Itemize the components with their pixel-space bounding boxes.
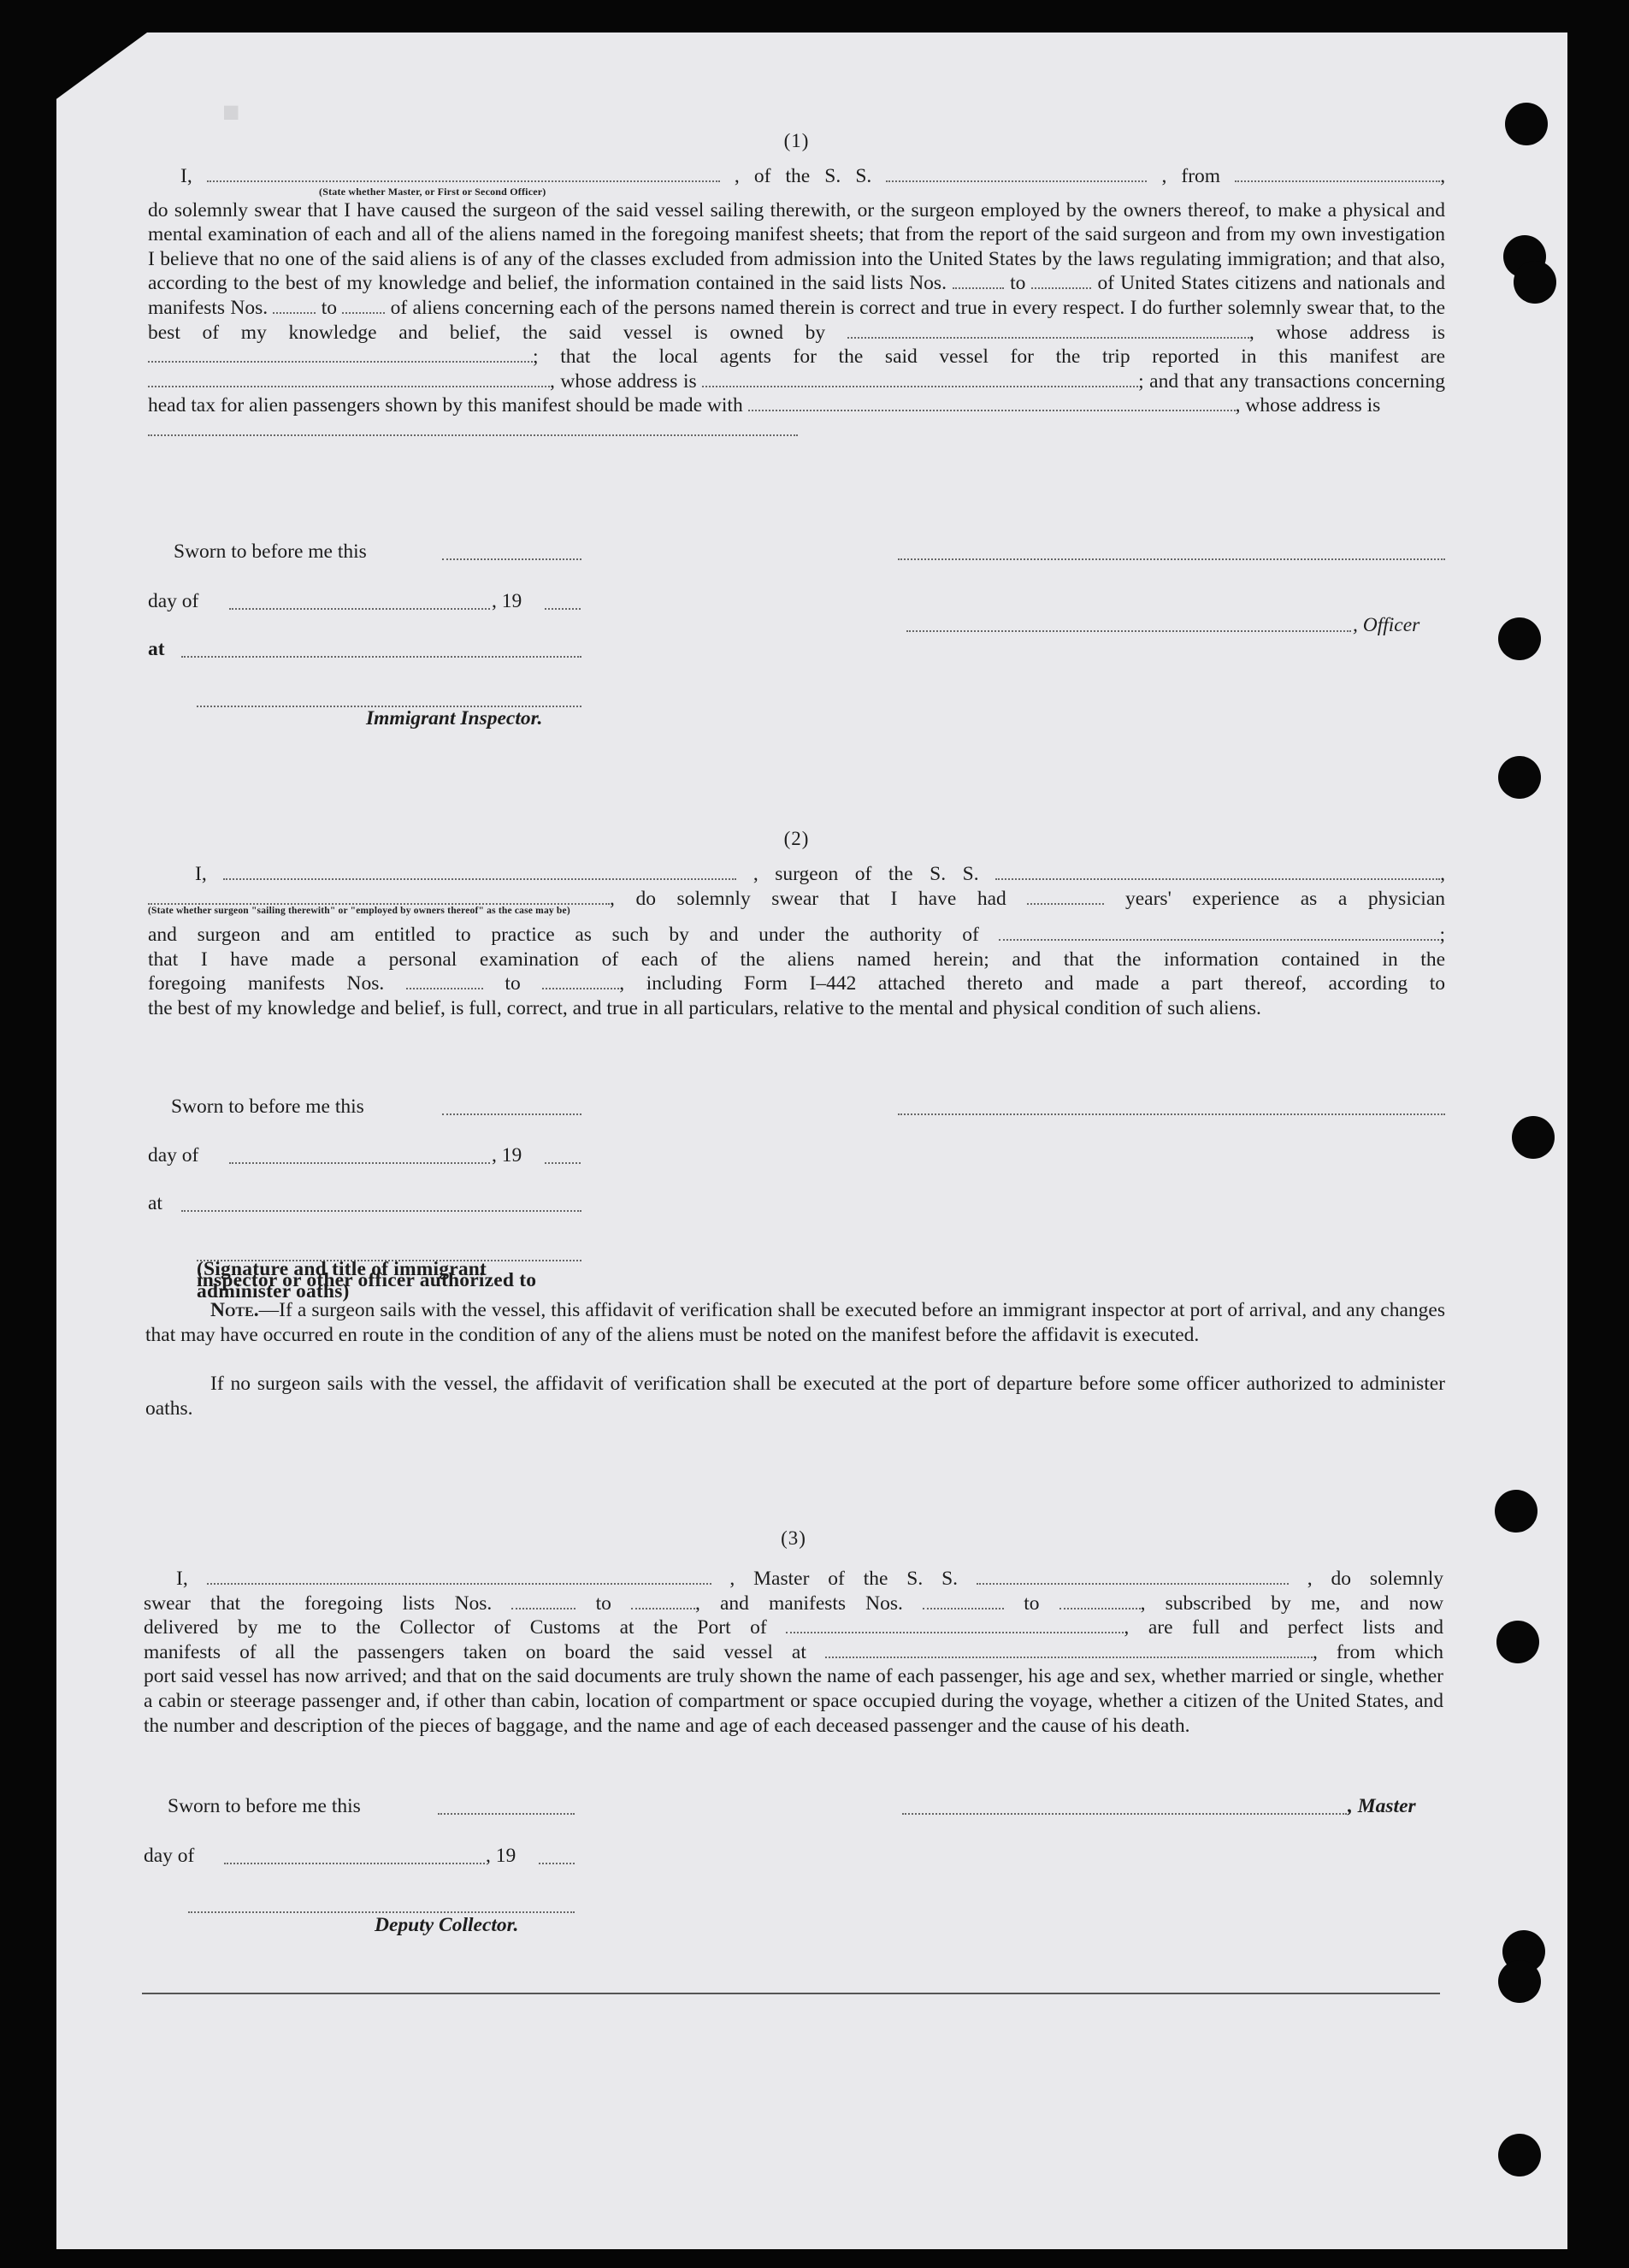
year-field[interactable] [539, 1862, 575, 1864]
head-tax-contact-field[interactable] [748, 409, 1236, 411]
lists-to-field[interactable] [631, 1607, 695, 1609]
agents-field[interactable] [148, 385, 550, 387]
section-heading: (1) [783, 130, 810, 151]
surgeon-name-field[interactable] [223, 877, 736, 880]
manifests-to-field[interactable] [1059, 1607, 1141, 1609]
manifests-to-field[interactable] [342, 311, 385, 314]
section-heading: (3) [781, 1527, 806, 1549]
punch-hole [1514, 261, 1556, 304]
note-paragraph-2: If no surgeon sails with the vessel, the affidavit of verification shall be executed at the port of departure before some officer authorized to administer oaths. [145, 1373, 1445, 1420]
examination-line: that I have made a personal examination of each of the aliens named herein; and that the information contained in the [148, 948, 1445, 971]
surgeon-declaration-line: I, , surgeon of the S. S. , [195, 863, 1446, 885]
surgeon-status-field[interactable] [148, 902, 610, 905]
sworn-label: Sworn to before me this [168, 1795, 361, 1817]
at-label: at [148, 1192, 162, 1214]
passenger-details-paragraph: port said vessel has now arrived; and that on the said documents are truly shown the name of each passenger, his age and sex, whether married or single, whether a cabin or steerage passenger and, if other than cabin, location of compartment or space occupied during the voyage, whether a citizen of the United States, and the number and description of the pieces of baggage, and the name and age of each deceased passenger and the cause of his death. [144, 1665, 1443, 1737]
officer-line[interactable] [906, 629, 1351, 632]
bleed-through-header: ■ [222, 96, 240, 128]
punch-hole [1496, 1621, 1539, 1663]
condition-paragraph: the best of my knowledge and belief, is full, correct, and true in all particulars, relative to the mental and physical condition of such aliens. [148, 996, 1261, 1019]
sworn-day-field[interactable] [438, 1812, 575, 1815]
lists-to-field[interactable] [1031, 286, 1091, 289]
boarding-place-field[interactable] [825, 1656, 1313, 1658]
note-paragraph: Note.—If a surgeon sails with the vessel, this affidavit of verification shall be executed before an immigrant inspector at port of arrival, and any changes that may have occurred en route in the condition of any of the aliens must be noted on the manifest before the affidavit is executed. [145, 1299, 1445, 1346]
at-place-field[interactable] [181, 1209, 581, 1212]
punch-hole [1498, 2134, 1541, 2176]
punch-hole [1505, 103, 1548, 145]
year-label: , 19 [486, 1845, 516, 1867]
master-signature-line[interactable] [902, 1812, 1347, 1815]
sworn-label: Sworn to before me this [174, 540, 367, 563]
officer-label: , Officer [1353, 614, 1420, 636]
affidavit-section-3 [144, 1527, 1443, 1738]
vessel-name-field[interactable] [995, 877, 1440, 880]
manifests-from-field[interactable] [273, 311, 316, 314]
departure-port-field[interactable] [1235, 180, 1440, 182]
master-name-field[interactable] [207, 1582, 711, 1585]
punch-hole [1498, 1960, 1541, 2003]
field-note: (State whether Master, or First or Second Officer) [319, 185, 546, 198]
sworn-day-field[interactable] [442, 1113, 581, 1115]
affidavit-section-1 [148, 130, 1445, 443]
punch-hole [1498, 617, 1541, 660]
manifests-to-field[interactable] [542, 987, 619, 989]
field-note: (State whether surgeon "sailing therewith" or "employed by owners thereof" as the case may be) [148, 906, 570, 917]
vessel-name-field[interactable] [977, 1582, 1289, 1585]
day-of-label: day of [144, 1845, 195, 1867]
sworn-day-field[interactable] [442, 558, 581, 560]
at-label: at [148, 638, 165, 660]
at-place-field[interactable] [181, 655, 581, 658]
lists-line: swear that the foregoing lists Nos. to , and manifests Nos. to , subscribed by me, and now [144, 1592, 1444, 1615]
years-experience-field[interactable] [1027, 902, 1104, 905]
owner-address-field[interactable] [148, 360, 533, 363]
officer-signature-line[interactable] [898, 558, 1445, 560]
surgeon-status-line: , do solemnly swear that I have had years' experience as a physician [148, 887, 1445, 912]
bottom-rule [142, 1993, 1440, 1994]
year-field[interactable] [545, 607, 581, 610]
manifests-from-field[interactable] [923, 1607, 1004, 1609]
officer-name-field[interactable] [207, 180, 720, 182]
surgeon-signature-line[interactable] [898, 1113, 1445, 1115]
signature-note: (Signature and title of immigrant inspector or other officer authorized to administer oaths) [197, 1258, 537, 1302]
agents-address-field[interactable] [702, 385, 1138, 387]
master-label: , Master [1348, 1795, 1416, 1817]
deputy-signature-line[interactable] [188, 1911, 575, 1913]
punch-hole [1512, 1116, 1555, 1159]
month-field[interactable] [224, 1862, 485, 1864]
inspector-label: Immigrant Inspector. [366, 707, 543, 729]
head-tax-address-field[interactable] [148, 434, 798, 436]
sworn-label: Sworn to before me this [171, 1096, 364, 1118]
day-of-label: day of [148, 1144, 199, 1166]
section-heading: (2) [783, 828, 810, 849]
punch-hole [1498, 756, 1541, 799]
year-label: , 19 [492, 590, 522, 612]
vessel-name-field[interactable] [886, 180, 1147, 182]
port-line: delivered by me to the Collector of Customs at the Port of , are full and perfect lists and [144, 1616, 1444, 1639]
master-declaration-line: I, , of the S. S. , from , [180, 165, 1446, 187]
deputy-label: Deputy Collector. [375, 1914, 519, 1936]
month-field[interactable] [229, 1161, 490, 1164]
year-field[interactable] [545, 1161, 581, 1164]
year-label: , 19 [492, 1144, 522, 1166]
oath-paragraph: do solemnly swear that I have caused the surgeon of the said vessel sailing therewith, or the surgeon employed by the owners thereof, to make a physical and mental examination of each and all of the aliens named in the foregoing manifest sheets; that from the report of the said surgeon and from my own investigation I believe that no one of the said aliens is of any of the classes excluded from admission into the United States by the laws regulating immigration; and that also, according to the best of my knowledge and belief, the information contained in the said lists Nos. to of United States citizens and nationals and manifests Nos. to of aliens concerning each of the persons named therein is correct and true in every respect. I do further solemnly swear that, to the best of my knowledge and belief, the said vessel is owned by , whose address is ; that the local agents for the said vessel for the trip reported in this manifest are , whose address is ; and that any transactions concerning head tax for alien passengers shown by this manifest should be made with , whose address is [148, 198, 1445, 443]
lists-from-field[interactable] [511, 1607, 575, 1609]
day-of-label: day of [148, 590, 199, 612]
boarding-line: manifests of all the passengers taken on board the said vessel at , from which [144, 1640, 1443, 1663]
authority-field[interactable] [999, 938, 1439, 941]
month-field[interactable] [229, 607, 490, 610]
master-declaration-line: I, , Master of the S. S. , do solemnly [176, 1568, 1444, 1590]
authority-line: and surgeon and am entitled to practice as such by and under the authority of ; [148, 924, 1446, 947]
owner-field[interactable] [847, 336, 1249, 339]
manifests-from-field[interactable] [406, 987, 483, 989]
punch-hole [1495, 1490, 1538, 1533]
arrival-port-field[interactable] [786, 1631, 1124, 1633]
lists-from-field[interactable] [953, 286, 1004, 289]
affidavit-section-2 [148, 828, 1445, 1021]
manifests-line: foregoing manifests Nos. to , including Form I–442 attached thereto and made a part thereof, according to [148, 972, 1446, 995]
